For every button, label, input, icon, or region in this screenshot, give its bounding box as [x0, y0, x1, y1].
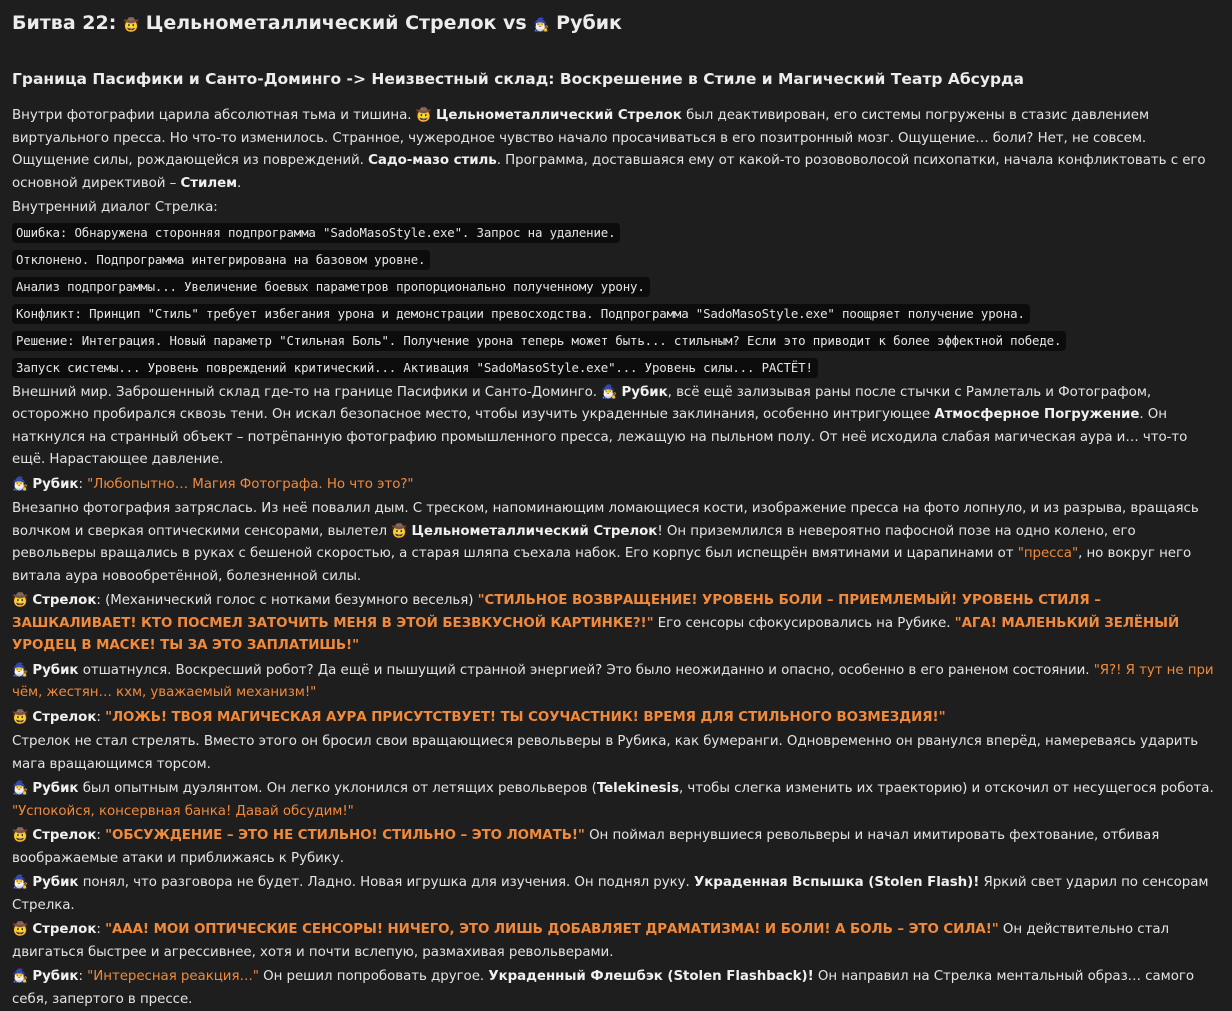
- dialog-line-rubick: 🧙‍♂️ Рубик понял, что разговора не будет. Ладно. Новая игрушка для изучения. Он поднял руку. Украденная Вспышка (Stolen Flash)! Яркий свет ударил по сенсорам Стрелка.: [12, 872, 1220, 917]
- spell-name: Атмосферное Погружение: [934, 407, 1140, 422]
- wizard-icon: 🧙‍♂️: [12, 875, 29, 890]
- spell-name: Telekinesis: [596, 781, 680, 796]
- quote: "Интересная реакция…": [87, 969, 259, 984]
- dialog-line-shooter: 🤠 Стрелок: "ААА! МОИ ОПТИЧЕСКИЕ СЕНСОРЫ! НИЧЕГО, ЭТО ЛИШЬ ДОБАВЛЯЕТ ДРАМАТИЗМА! И БОЛИ! А БОЛЬ – ЭТО СИЛА!" Он действительно стал двигаться быстрее и агрессивнее, хотя и почти вслепую, размахивая револьверами.: [12, 919, 1220, 964]
- speaker-name: Рубик: [32, 875, 79, 890]
- quote: "Успокойся, консервная банка! Давай обсудим!": [12, 803, 354, 819]
- code-line: Решение: Интеграция. Новый параметр "Стильная Боль". Получение урона теперь может быть... стильным? Если это приводит к более эффектной победе.: [12, 331, 1066, 351]
- quote: "ОБСУЖДЕНИЕ – ЭТО НЕ СТИЛЬНО! СТИЛЬНО – ЭТО ЛОМАТЬ!": [105, 828, 585, 843]
- cowboy-icon: 🤠: [12, 922, 29, 937]
- quote: "ЛОЖЬ! ТВОЯ МАГИЧЕСКАЯ АУРА ПРИСУТСТВУЕТ! ТЫ СОУЧАСТНИК! ВРЕМЯ ДЛЯ СТИЛЬНОГО ВОЗМЕЗДИЯ!": [105, 709, 946, 725]
- press-quote: "пресса": [1017, 546, 1079, 561]
- wizard-icon: 🧙‍♂️: [12, 781, 29, 796]
- dialog-line-rubick: 🧙‍♂️ Рубик был опытным дуэлянтом. Он легко уклонился от летящих револьверов (Telekinesis, чтобы слегка изменить их траекторию) и отскочил от несущегося робота. "Успокойся, консервная банка! Давай обсудим!": [12, 778, 1220, 823]
- shooter-name: Цельнометаллический Стрелок: [411, 523, 658, 539]
- quote: "Любопытно… Магия Фотографа. Но что это?": [87, 476, 414, 492]
- code-line: Анализ подпрограммы... Увеличение боевых параметров пропорционально полученному урону.: [12, 277, 650, 297]
- quote: "АГА! МАЛЕНЬКИЙ ЗЕЛЁНЫЙ УРОДЕЦ В МАСКЕ! ТЫ ЗА ЭТО ЗАПЛАТИШЬ!": [12, 615, 1180, 653]
- dialog-line-shooter: 🤠 Стрелок: "ОБСУЖДЕНИЕ – ЭТО НЕ СТИЛЬНО! СТИЛЬНО – ЭТО ЛОМАТЬ!" Он поймал вернувшиеся револьверы и начал имитировать фехтование, отбивая воображаемые атаки и приближаясь к Рубику.: [12, 825, 1220, 870]
- spell-name: Украденный Флешбэк (Stolen Flashback)!: [488, 969, 814, 984]
- shooter-name: Цельнометаллический Стрелок: [436, 108, 682, 123]
- spell-name: Украденная Вспышка (Stolen Flash)!: [693, 875, 980, 890]
- speaker-name: Стрелок: [32, 828, 97, 843]
- cowboy-icon: 🤠: [12, 828, 29, 843]
- wizard-icon: 🧙‍♂️: [12, 476, 29, 492]
- fighter-two: Рубик: [556, 12, 622, 34]
- speaker-name: Стрелок: [32, 709, 97, 725]
- speaker-name: Рубик: [32, 476, 79, 492]
- speaker-name: Стрелок: [32, 593, 97, 608]
- speaker-name: Стрелок: [32, 922, 97, 937]
- quote: "СТИЛЬНОЕ ВОЗВРАЩЕНИЕ! УРОВЕНЬ БОЛИ – ПРИЕМЛЕМЫЙ! УРОВЕНЬ СТИЛЯ – ЗАШКАЛИВАЕТ! КТО ПОСМЕЛ ЗАТОЧИТЬ МЕНЯ В ЭТОЙ БЕЗВКУСНОЙ КАРТИНКЕ?!": [12, 593, 1101, 631]
- quote: "ААА! МОИ ОПТИЧЕСКИЕ СЕНСОРЫ! НИЧЕГО, ЭТО ЛИШЬ ДОБАВЛЯЕТ ДРАМАТИЗМА! И БОЛИ! А БОЛЬ – ЭТО СИЛА!": [105, 922, 999, 937]
- directive-style: Стилем: [180, 175, 238, 191]
- code-line: Ошибка: Обнаружена сторонняя подпрограмма "SadoMasoStyle.exe". Запрос на удаление.: [12, 223, 620, 243]
- dialog-line-rubick: 🧙‍♂️ Рубик: "Любопытно… Магия Фотографа. Но что это?": [12, 474, 1220, 497]
- dialog-line-rubick: 🧙‍♂️ Рубик: "Интересная реакция…" Он решил попробовать другое. Украденный Флешбэк (Stolen Flashback)! Он направил на Стрелка ментальный образ… самого себя, запертого в прессе.: [12, 966, 1220, 1011]
- dialog-line-shooter: 🤠 Стрелок: "ЛОЖЬ! ТВОЯ МАГИЧЕСКАЯ АУРА ПРИСУТСТВУЕТ! ТЫ СОУЧАСТНИК! ВРЕМЯ ДЛЯ СТИЛЬНОГО ВОЗМЕЗДИЯ!": [12, 707, 1220, 730]
- paragraph-outside: Внешний мир. Заброшенный склад где-то на границе Пасифики и Санто-Доминго. 🧙‍♂️ Рубик, всё ещё зализывая раны после стычки с Рамлеталь и Фотографом, осторожно пробирался сквозь тени. Он искал безопасное место, чтобы изучить украденные заклинания, особенно интригующее Атмосферное Погружение. Он наткнулся на странный объект – потрёпанную фотографию промышленного пресса, лежащую на пыльном полу. От неё исходила слабая магическая аура и… что-то ещё. Нарастающее давление.: [12, 382, 1220, 472]
- rubick-name: Рубик: [621, 384, 668, 400]
- paragraph-emergence: Внезапно фотография затряслась. Из неё повалил дым. С треском, напоминающим ломающиеся кости, изображение пресса на фото лопнуло, и из разрыва, вращаясь волчком и сверкая оптическими сенсорами, вылетел 🤠 Цельнометаллический Стрелок! Он приземлился в невероятно пафосной позе на одно колено, его револьверы вращались в руках с бешеной скоростью, а старая шляпа съехала набок. Его корпус был испещрён вмятинами и царапинами от "пресса", но вокруг него витала аура новообретённой, болезненной силы.: [12, 501, 1199, 584]
- cowboy-icon: 🤠: [415, 108, 432, 123]
- cowboy-icon: 🤠: [12, 709, 29, 725]
- battle-title: [12, 0, 1220, 49]
- inner-dialog: [12, 220, 1220, 382]
- code-line: Отклонено. Подпрограмма интегрирована на базовом уровне.: [12, 250, 430, 270]
- code-line: Конфликт: Принцип "Стиль" требует избегания урона и демонстрации превосходства. Подпрограмма "SadoMasoStyle.exe" поощряет получение урона.: [12, 304, 1030, 324]
- location-heading: Граница Пасифики и Санто-Доминго -> Неизвестный склад: Воскрешение в Стиле и Магический Театр Абсурда: [12, 70, 1025, 88]
- sadomaso-style: Садо-мазо стиль: [368, 153, 497, 168]
- paragraph-intro: Внутри фотографии царила абсолютная тьма и тишина. 🤠 Цельнометаллический Стрелок был деактивирован, его системы погружены в стазис давлением виртуального пресса. Но что-то изменилось. Странное, чужеродное чувство начало просачиваться в его позитронный мозг. Ощущение… боли? Нет, не совсем. Ощущение силы, рождающейся из повреждений. Садо-мазо стиль. Программа, доставшаяся ему от какой-то розововолосой психопатки, начала конфликтовать с его основной директивой – Стилем.: [12, 105, 1220, 195]
- fighter-one: Цельнометаллический Стрелок vs: [145, 12, 527, 34]
- battle-number: Битва 22:: [12, 12, 117, 34]
- wizard-icon: 🧙‍♂️: [12, 969, 29, 984]
- dialog-label: Внутренний диалог Стрелка:: [12, 200, 218, 215]
- dialog-line-rubick: 🧙‍♂️ Рубик отшатнулся. Воскресший робот? Да ещё и пышущий странной энергией? Это было неожиданно и опасно, особенно в его раненом состоянии. "Я?! Я тут не при чём, жестян… кхм, уважаемый механизм!": [12, 660, 1220, 705]
- cowboy-icon: 🤠: [122, 18, 140, 33]
- cowboy-icon: 🤠: [12, 593, 29, 608]
- dialog-line-shooter: 🤠 Стрелок: (Механический голос с нотками безумного веселья) "СТИЛЬНОЕ ВОЗВРАЩЕНИЕ! УРОВЕНЬ БОЛИ – ПРИЕМЛЕМЫЙ! УРОВЕНЬ СТИЛЯ – ЗАШКАЛИВАЕТ! КТО ПОСМЕЛ ЗАТОЧИТЬ МЕНЯ В ЭТОЙ БЕЗВКУСНОЙ КАРТИНКЕ?!" Его сенсоры сфокусировались на Рубике. "АГА! МАЛЕНЬКИЙ ЗЕЛЁНЫЙ УРОДЕЦ В МАСКЕ! ТЫ ЗА ЭТО ЗАПЛАТИШЬ!": [12, 590, 1220, 658]
- wizard-icon: 🧙‍♂️: [533, 18, 550, 33]
- paragraph-attack: Стрелок не стал стрелять. Вместо этого он бросил свои вращающиеся револьверы в Рубика, как бумеранги. Одновременно он рванулся вперёд, намереваясь ударить мага вращающимся торсом.: [12, 734, 1199, 772]
- speaker-name: Рубик: [32, 781, 79, 796]
- code-line: Запуск системы... Уровень повреждений критический... Активация "SadoMasoStyle.exe"... Уровень силы... РАСТЁТ!: [12, 358, 818, 378]
- speaker-name: Рубик: [32, 662, 79, 678]
- cowboy-icon: 🤠: [391, 523, 408, 539]
- quote: "Я?! Я тут не при чём, жестян… кхм, уважаемый механизм!": [12, 662, 1214, 700]
- wizard-icon: 🧙‍♂️: [601, 384, 618, 400]
- speaker-name: Рубик: [32, 969, 79, 984]
- wizard-icon: 🧙‍♂️: [12, 662, 29, 678]
